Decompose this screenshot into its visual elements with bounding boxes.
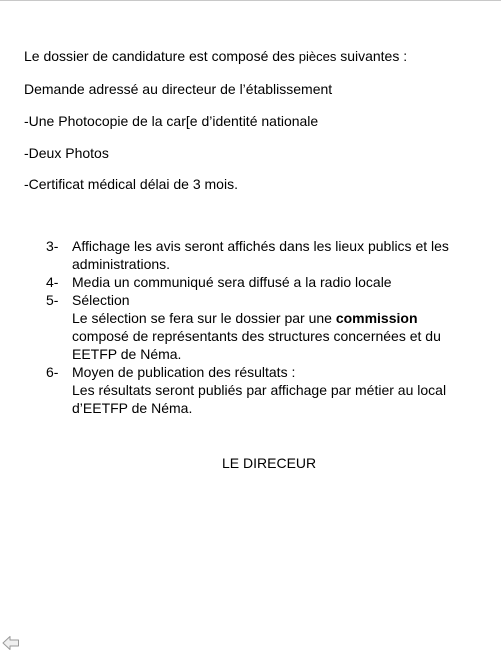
list-item-text: Media un communiqué sera diffusé a la radio locale bbox=[72, 274, 392, 290]
list-item-selection bbox=[46, 291, 466, 363]
requirement-request-letter: Demande adressé au directeur de l’établissement bbox=[24, 81, 333, 97]
list-item-body: Les résultats seront publiés par affichage par métier au local d’EETFP de Néma. bbox=[72, 382, 447, 416]
list-item-posting bbox=[46, 237, 466, 273]
intro-text-end: suivantes : bbox=[336, 48, 408, 64]
list-item-body bbox=[72, 309, 466, 363]
list-item-results bbox=[46, 363, 466, 417]
list-item-title: Sélection bbox=[72, 292, 130, 308]
list-number: 4- bbox=[46, 274, 59, 290]
selection-body-bold: commission bbox=[335, 310, 418, 326]
list-number: 6- bbox=[46, 364, 59, 380]
procedure-list bbox=[46, 237, 466, 417]
requirement-photos: -Deux Photos bbox=[24, 145, 109, 161]
back-arrow-icon[interactable] bbox=[2, 635, 20, 651]
intro-text-start: Le dossier de candidature est composé des bbox=[24, 48, 299, 64]
list-number: 3- bbox=[46, 238, 59, 254]
list-item-media bbox=[46, 273, 466, 291]
selection-body-end: composé de représentants des structures concernées et du EETFP de Néma. bbox=[72, 328, 441, 362]
signature: LE DIRECEUR bbox=[222, 455, 317, 471]
list-number: 5- bbox=[46, 292, 59, 308]
selection-body-start: Le sélection se fera sur le dossier par une bbox=[72, 310, 336, 326]
list-item-title: Moyen de publication des résultats : bbox=[72, 364, 296, 380]
list-item-text: Affichage les avis seront affichés dans les lieux publics et les administrations. bbox=[72, 238, 449, 272]
intro-text-pieces: pièces bbox=[298, 49, 337, 64]
requirement-medical-certificate: -Certificat médical délai de 3 mois. bbox=[24, 176, 238, 192]
requirement-id-copy: -Une Photocopie de la car[e d’identité nationale bbox=[24, 113, 319, 129]
intro-line bbox=[24, 48, 407, 65]
